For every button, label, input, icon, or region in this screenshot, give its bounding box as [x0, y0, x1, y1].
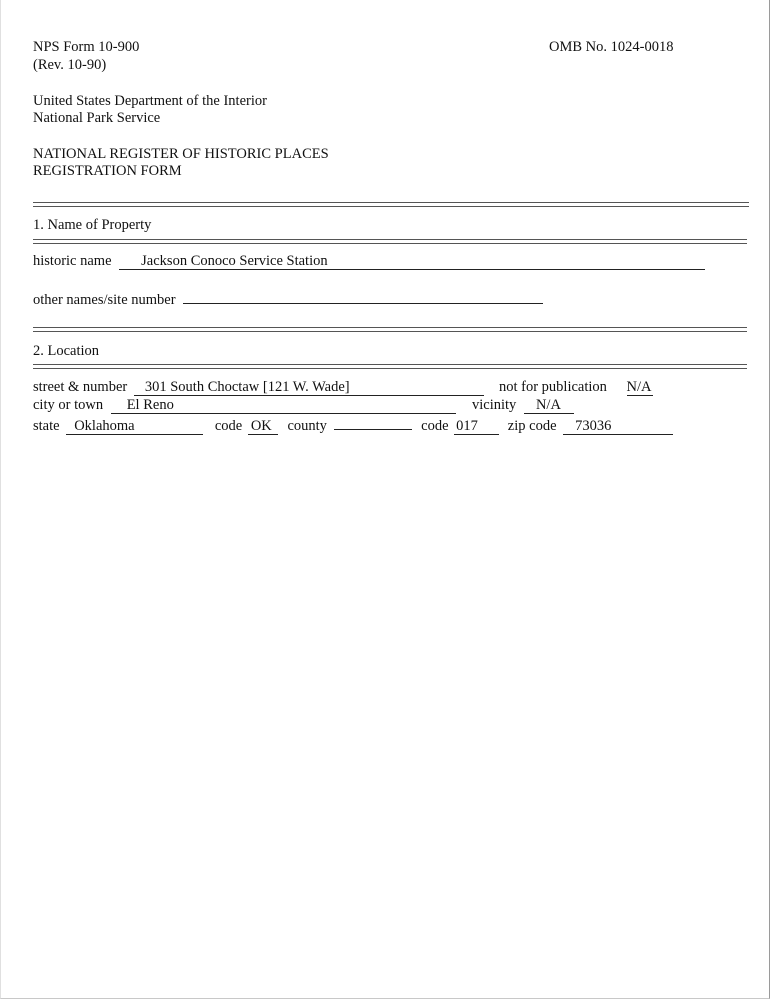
county-label: county: [287, 418, 327, 434]
section-divider: [33, 239, 747, 244]
historic-name-label: historic name: [33, 253, 112, 269]
agency-name: National Park Service: [33, 110, 161, 126]
state-row: [33, 414, 673, 435]
historic-name-row: [33, 252, 705, 270]
city-row: [33, 396, 456, 414]
other-names-label: other names/site number: [33, 292, 176, 308]
nfp-label: not for publication: [499, 379, 607, 395]
historic-name-field[interactable]: Jackson Conoco Service Station: [119, 254, 705, 270]
state-code-field[interactable]: OK: [248, 419, 278, 435]
street-label: street & number: [33, 379, 128, 395]
zip-field[interactable]: 73036: [563, 419, 673, 435]
county-field[interactable]: [334, 414, 412, 430]
city-field[interactable]: El Reno: [111, 398, 456, 414]
street-row: [33, 378, 484, 396]
form-revision: (Rev. 10-90): [33, 57, 107, 73]
other-names-field[interactable]: [183, 288, 543, 304]
section-heading-name-of-property: 1. Name of Property: [33, 217, 152, 233]
nfp-row: [499, 378, 653, 396]
zip-label: zip code: [507, 418, 557, 434]
form-title: NATIONAL REGISTER OF HISTORIC PLACES: [33, 146, 329, 162]
state-label: state: [33, 418, 60, 434]
vicinity-row: [472, 396, 574, 414]
county-code-field[interactable]: 017: [454, 419, 499, 435]
vicinity-field[interactable]: N/A: [524, 398, 574, 414]
section-heading-location: 2. Location: [33, 343, 100, 359]
city-label: city or town: [33, 397, 104, 413]
omb-number: OMB No. 1024-0018: [549, 39, 674, 55]
section-divider: [33, 364, 747, 369]
state-field[interactable]: Oklahoma: [66, 419, 203, 435]
form-subtitle: REGISTRATION FORM: [33, 163, 182, 179]
state-code-label: code: [214, 418, 243, 434]
county-code-label: code: [421, 418, 449, 434]
section-divider: [33, 327, 747, 332]
street-field[interactable]: 301 South Choctaw [121 W. Wade]: [134, 380, 484, 396]
nfp-field[interactable]: N/A: [626, 379, 652, 395]
form-number: NPS Form 10-900: [33, 39, 140, 55]
vicinity-label: vicinity: [472, 397, 517, 413]
section-divider: [33, 202, 749, 207]
other-names-row: [33, 288, 543, 309]
department-name: United States Department of the Interior: [33, 93, 267, 109]
